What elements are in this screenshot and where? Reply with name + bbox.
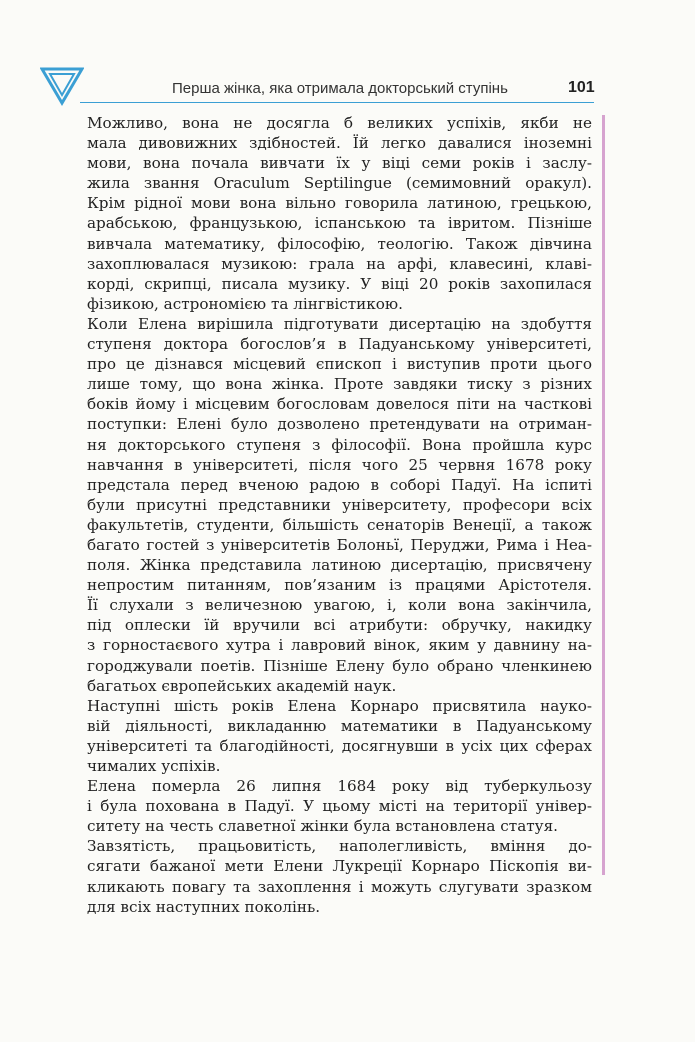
text-line: поля. Жінка представила латиною дисертацію, присвячену bbox=[87, 556, 592, 575]
text-line: навчання в університеті, після чого 25 червня 1678 року bbox=[87, 455, 592, 474]
text-line: про це дізнався місцевий єпископ і виступив проти цього bbox=[87, 355, 592, 374]
text-line: Коли Елена вирішила підготувати дисертацію на здобуття bbox=[87, 314, 592, 333]
text-line: університеті та благодійності, досягнувши в усіх цих сферах bbox=[87, 736, 592, 755]
text-line: Наступні шість років Елена Корнаро присвятила науко- bbox=[87, 696, 592, 715]
text-line: мала дивовижних здібностей. Їй легко давалися іноземні bbox=[87, 134, 592, 153]
text-line: факультетів, студенти, більшість сенаторів Венеції, а також bbox=[87, 515, 592, 534]
page-header-title: Перша жінка, яка отримала докторський ступінь bbox=[172, 80, 508, 97]
text-line: ня докторського ступеня з філософії. Вона пройшла курс bbox=[87, 435, 592, 454]
text-line: ситету на честь славетної жінки була встановлена статуя. bbox=[87, 817, 559, 836]
paragraph bbox=[87, 696, 592, 776]
text-line: арабською, французькою, іспанською та івритом. Пізніше bbox=[87, 214, 592, 233]
text-line: Крім рідної мови вона вільно говорила латиною, грецькою, bbox=[87, 194, 592, 213]
text-line: городжували поетів. Пізніше Елену було обрано членкинею bbox=[87, 656, 592, 675]
text-line: вій діяльності, викладанню математики в Падуанському bbox=[87, 716, 592, 735]
header-divider bbox=[80, 102, 594, 103]
text-line: з горностаєвого хутра і лавровий вінок, яким у давнину на- bbox=[87, 636, 592, 655]
text-line: сягати бажаної мети Елени Лукреції Корнаро Піскопія ви- bbox=[87, 857, 592, 876]
text-line: Можливо, вона не досягла б великих успіхів, якби не bbox=[87, 114, 592, 132]
text-line: і була похована в Падуї. У цьому місті на території універ- bbox=[87, 797, 592, 816]
text-line: Елена померла 26 липня 1684 року від туберкульозу bbox=[87, 777, 592, 796]
text-line: Завзятість, працьовитість, наполегливість, вміння до- bbox=[87, 837, 592, 856]
text-line: фізикою, астрономією та лінгвістикою. bbox=[87, 294, 403, 313]
text-line: Її слухали з величезною увагою, і, коли вона закінчила, bbox=[87, 596, 592, 615]
margin-bar bbox=[602, 115, 605, 875]
text-line: для всіх наступних поколінь. bbox=[87, 897, 321, 916]
text-line: непростим питанням, пов’язаним із працями Арістотеля. bbox=[87, 576, 592, 595]
text-line: були присутні представники університету, професори всіх bbox=[87, 495, 592, 514]
text-line: кликають повагу та захоплення і можуть слугувати зразком bbox=[87, 877, 592, 896]
paragraph bbox=[87, 836, 592, 916]
triangle-logo-icon bbox=[40, 66, 84, 106]
text-line: захоплювалася музикою: грала на арфі, клавесині, клаві- bbox=[87, 254, 592, 273]
text-line: вивчала математику, філософію, теологію. Також дівчина bbox=[87, 234, 592, 253]
text-line: поступки: Елені було дозволено претендувати на отриман- bbox=[87, 415, 592, 434]
text-line: багатьох європейських академій наук. bbox=[87, 676, 397, 695]
text-line: багато гостей з університетів Болоньї, Перуджи, Рима і Неа- bbox=[87, 535, 592, 554]
text-line: лише тому, що вона жінка. Проте завдяки тиску з різних bbox=[87, 375, 592, 394]
text-line: боків йому і місцевим богословам довелося піти на часткові bbox=[87, 395, 592, 414]
paragraph bbox=[87, 776, 592, 836]
paragraph bbox=[87, 314, 592, 696]
text-line: чималих успіхів. bbox=[87, 757, 221, 775]
text-line: предстала перед вченою радою в соборі Падуї. На іспиті bbox=[87, 475, 592, 494]
text-line: ступеня доктора богослов’я в Падуанському університеті, bbox=[87, 335, 592, 354]
text-line: жила звання Oraculum Septilingue (семимовний оракул). bbox=[87, 174, 592, 193]
text-line: корді, скрипці, писала музику. У віці 20 років захопилася bbox=[87, 274, 592, 293]
text-line: мови, вона почала вивчати їх у віці семи років і заслу- bbox=[87, 154, 592, 173]
text-line: під оплески їй вручили всі атрибути: обручку, накидку bbox=[87, 616, 592, 635]
article-body bbox=[87, 113, 592, 917]
page-number: 101 bbox=[568, 79, 595, 96]
paragraph bbox=[87, 113, 592, 314]
